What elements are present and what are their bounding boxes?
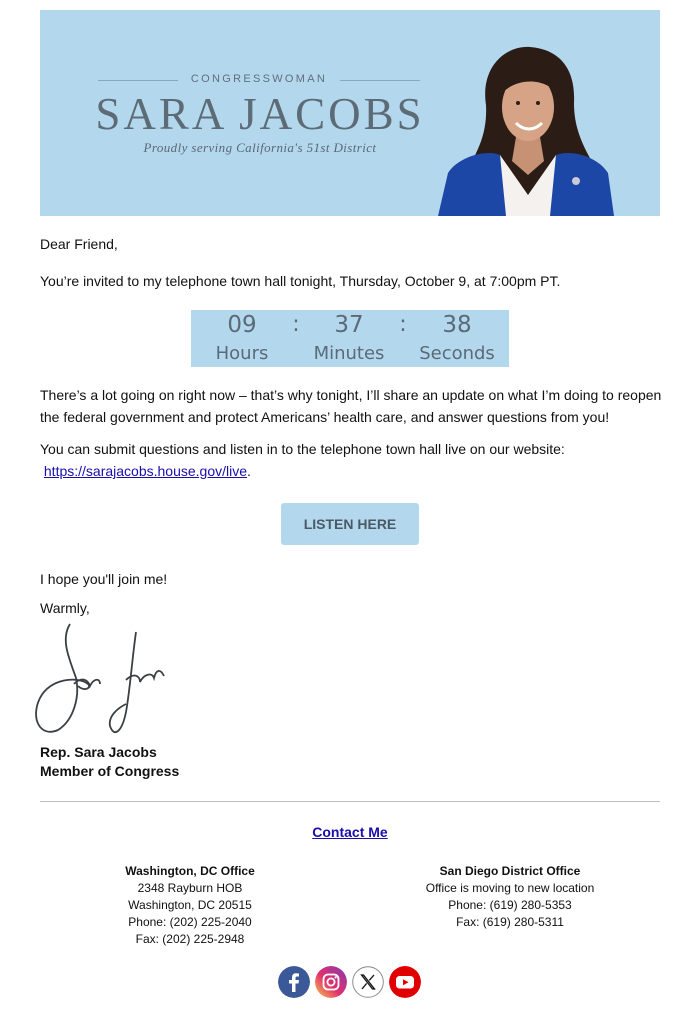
- dc-office: [70, 863, 310, 948]
- sd-office-phone: Phone: (619) 280-5353: [448, 898, 572, 912]
- banner-kicker-row: [98, 73, 420, 87]
- contact-section: [0, 824, 700, 840]
- closing-text: Warmly,: [40, 600, 90, 616]
- update-text: There’s a lot going on right now – that’s why tonight, I’ll share an update on what I’m doing to reopen the federal government and protect Americans’ health care, and answer questions from you!: [40, 387, 662, 425]
- sd-office-fax: Fax: (619) 280-5311: [456, 915, 564, 929]
- countdown-hours-label: Hours: [215, 343, 269, 364]
- invite-text: You’re invited to my telephone town hall tonight, Thursday, October 9, at 7:00pm PT.: [40, 273, 561, 289]
- banner-tagline: Proudly serving California's 51st District: [143, 140, 377, 155]
- instagram-icon[interactable]: [315, 966, 347, 998]
- x-icon[interactable]: [352, 966, 384, 998]
- sd-office-line1: Office is moving to new location: [425, 881, 595, 895]
- youtube-icon[interactable]: [389, 966, 421, 998]
- countdown-separator: :: [399, 312, 407, 337]
- signature-name: Rep. Sara Jacobs: [40, 744, 157, 760]
- dc-office-fax: Fax: (202) 225-2948: [135, 932, 245, 946]
- submit-period: .: [247, 463, 251, 479]
- footer-divider: [40, 801, 660, 802]
- submit-questions-text: [40, 438, 665, 482]
- dc-office-line2: Washington, DC 20515: [128, 898, 252, 912]
- hope-text: I hope you'll join me!: [40, 571, 168, 587]
- sd-office: [390, 863, 630, 931]
- listen-here-button[interactable]: LISTEN HERE: [281, 503, 419, 545]
- live-link[interactable]: https://sarajacobs.house.gov/live: [43, 463, 248, 479]
- countdown-timer: [191, 310, 509, 367]
- sd-office-title: San Diego District Office: [439, 864, 581, 878]
- facebook-icon[interactable]: [278, 966, 310, 998]
- handwritten-signature: [30, 620, 170, 742]
- portrait-photo: [438, 45, 618, 216]
- countdown-minutes-label: Minutes: [313, 343, 385, 364]
- dc-office-phone: Phone: (202) 225-2040: [128, 915, 252, 929]
- banner-name: SARA JACOBS: [95, 89, 425, 139]
- submit-text: You can submit questions and listen in to the telephone town hall live on our website:: [40, 441, 565, 457]
- signature-title: Member of Congress: [40, 763, 180, 779]
- countdown-hours: 09: [227, 312, 257, 338]
- greeting: Dear Friend,: [40, 236, 118, 252]
- countdown-seconds: 38: [442, 312, 472, 338]
- header-banner: [40, 10, 660, 216]
- dc-office-title: Washington, DC Office: [125, 864, 255, 878]
- contact-me-link[interactable]: Contact Me: [312, 824, 388, 840]
- countdown-minutes: 37: [334, 312, 364, 338]
- kicker-rule-right: [340, 80, 420, 81]
- countdown-seconds-label: Seconds: [419, 343, 495, 364]
- countdown-separator: :: [292, 312, 300, 337]
- banner-kicker: CONGRESSWOMAN: [190, 73, 328, 85]
- dc-office-line1: 2348 Rayburn HOB: [137, 881, 243, 895]
